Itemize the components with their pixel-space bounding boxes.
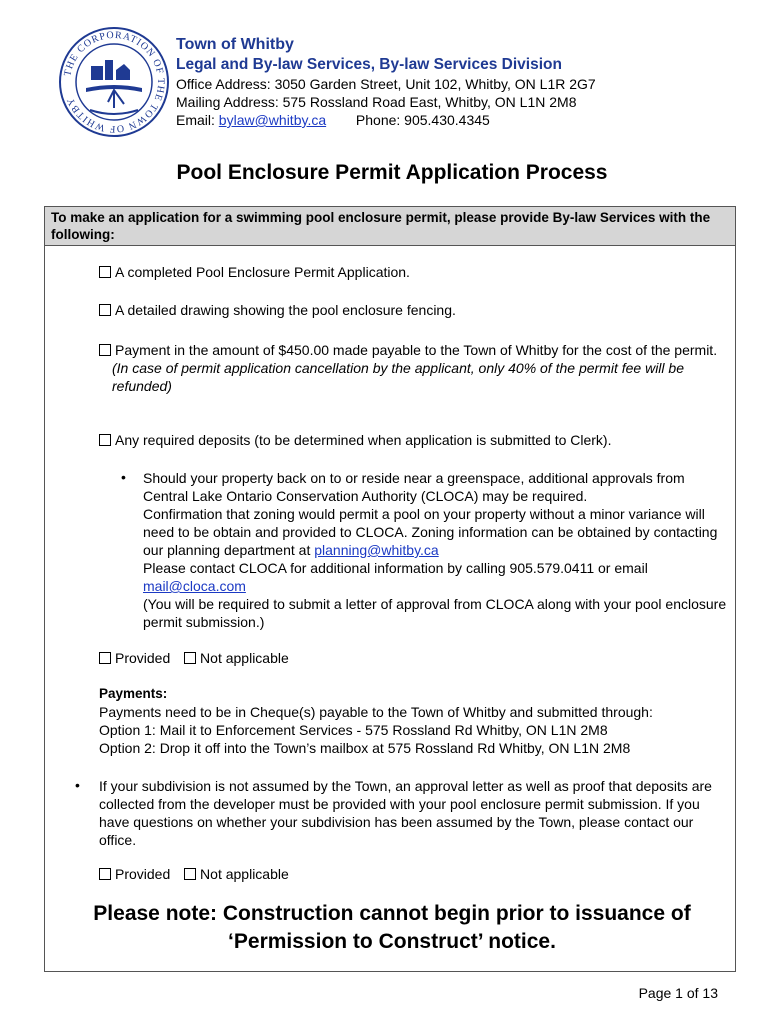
page-number: Page 1 of 13 [638, 985, 718, 1001]
email-link[interactable]: bylaw@whitby.ca [218, 112, 327, 128]
contact-line [176, 111, 756, 129]
payments-section: Payments: Payments need to be in Cheque(s) payable to the Town of Whitby and submitted through: Option 1: Mail it to Enforcement Services - 575 Rossland Rd Whitby, ON L1N 2M8 Option 2: Drop it off into the Town’s mailbox at 575 Rossland Rd Whitby, ON L1N 2M8 [99, 685, 729, 757]
email-label: Email: [176, 112, 215, 128]
town-seal-logo [58, 26, 170, 138]
subdivision-info: If your subdivision is not assumed by the Town, an approval letter as well as proof that deposits are collected from the developer must be provided with your pool enclosure permit submission. If you have questions on whether your subdivision has been assumed by the Town, please contact our office. [99, 778, 712, 848]
svg-text:THE CORPORATION OF THE TOWN OF: THE CORPORATION OF THE TOWN OF WHITBY [62, 29, 167, 135]
requirement-payment: Payment in the amount of $450.00 made payable to the Town of Whitby for the cost of the permit. (In case of permit application cancellation by the applicant, only 40% of the permit fee will be refunded) [99, 341, 724, 395]
provided-checkbox[interactable] [99, 868, 111, 880]
division-name: Legal and By-law Services, By-law Services Division [176, 56, 562, 73]
office-address: Office Address: 3050 Garden Street, Unit 102, Whitby, ON L1R 2G7 [176, 76, 596, 92]
provided-checkbox[interactable] [99, 652, 111, 664]
planning-email-link[interactable]: planning@whitby.ca [314, 542, 439, 558]
checkbox[interactable] [99, 344, 111, 356]
requirement-deposits: Any required deposits (to be determined when application is submitted to Clerk). [99, 431, 611, 449]
letterhead [176, 35, 756, 129]
construction-note: Please note: Construction cannot begin prior to issuance of ‘Permission to Construct’ notice. [93, 902, 691, 953]
payments-heading: Payments: [99, 686, 168, 701]
subdivision-options: Provided Not applicable [99, 865, 289, 883]
requirements-box [44, 206, 736, 972]
not-applicable-checkbox[interactable] [184, 652, 196, 664]
town-name: Town of Whitby [176, 36, 294, 53]
refund-note: (In case of permit application cancellation by the applicant, only 40% of the permit fee will be refunded) [112, 360, 684, 394]
checkbox[interactable] [99, 304, 111, 316]
requirements-heading: To make an application for a swimming pool enclosure permit, please provide By-law Services with the following: [45, 207, 735, 246]
page-title: Pool Enclosure Permit Application Process [176, 161, 608, 184]
phone-number: Phone: 905.430.4345 [355, 112, 490, 128]
greenspace-info: Should your property back on to or reside near a greenspace, additional approvals from Central Lake Ontario Conservation Authority (CLOCA) may be required. Confirmation that zoning would permit a pool on your property without a minor variance will need to be obtain and provided to CLOCA. Zoning information can be obtained by contacting our planning department at planning@whitby.ca Please contact CLOCA for additional information by calling 905.579.0411 or email mail@cloca.com (You will be required to submit a letter of approval from CLOCA along with your pool enclosure permit submission.) [143, 470, 727, 630]
mailing-address: Mailing Address: 575 Rossland Road East, Whitby, ON L1N 2M8 [176, 94, 577, 110]
deposit-options: Provided Not applicable [99, 649, 289, 667]
checkbox[interactable] [99, 434, 111, 446]
cloca-email-link[interactable]: mail@cloca.com [143, 578, 246, 594]
checkbox[interactable] [99, 266, 111, 278]
requirement-drawing: A detailed drawing showing the pool enclosure fencing. [99, 301, 456, 319]
bullet-icon: • [121, 469, 126, 485]
bullet-icon: • [75, 777, 80, 793]
requirement-application: A completed Pool Enclosure Permit Application. [99, 263, 410, 281]
not-applicable-checkbox[interactable] [184, 868, 196, 880]
